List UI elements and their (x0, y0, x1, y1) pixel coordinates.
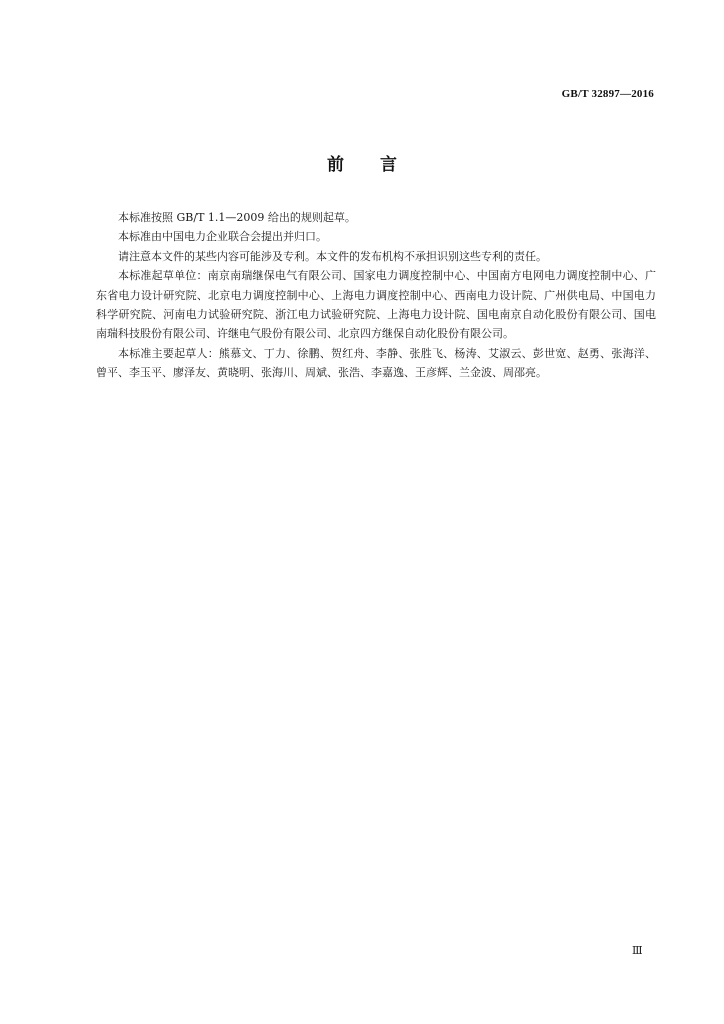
standard-code: GB/T 32897—2016 (561, 88, 654, 100)
paragraph-patent-notice: 请注意本文件的某些内容可能涉及专利。本文件的发布机构不承担识别这些专利的责任。 (118, 249, 547, 263)
paragraph-proposer: 本标准由中国电力企业联合会提出并归口。 (118, 230, 327, 244)
page-number: Ⅲ (632, 945, 643, 957)
paragraph-drafting-organizations: 本标准起草单位：南京南瑞继保电气有限公司、国家电力调度控制中心、中国南方电网电力调度控制中心、广东省电力设计研究院、北京电力调度控制中心、上海电力调度控制中心、西南电力设计院、广州供电局、中国电力科学研究院、河南电力试验研究院、浙江电力试验研究院、上海电力设计院、国电南京自动化股份有限公司、国电南瑞科技股份有限公司、许继电气股份有限公司、北京四方继保自动化股份有限公司。 (96, 269, 656, 341)
foreword-body (96, 208, 656, 383)
title-char-2: 言 (380, 155, 397, 175)
page-title (0, 150, 724, 175)
paragraph-drafters: 本标准主要起草人：熊慕文、丁力、徐鹏、贺红舟、李静、张胜飞、杨涛、艾淑云、彭世宽、赵勇、张海洋、曾平、李玉平、廖泽友、黄晓明、张海川、周斌、张浩、李嘉逸、王彦辉、兰金波、周邵亮。 (96, 346, 656, 380)
title-char-1: 前 (327, 155, 344, 175)
paragraph-drafting-rules: 本标准按照 GB/T 1.1—2009 给出的规则起草。 (118, 211, 356, 224)
